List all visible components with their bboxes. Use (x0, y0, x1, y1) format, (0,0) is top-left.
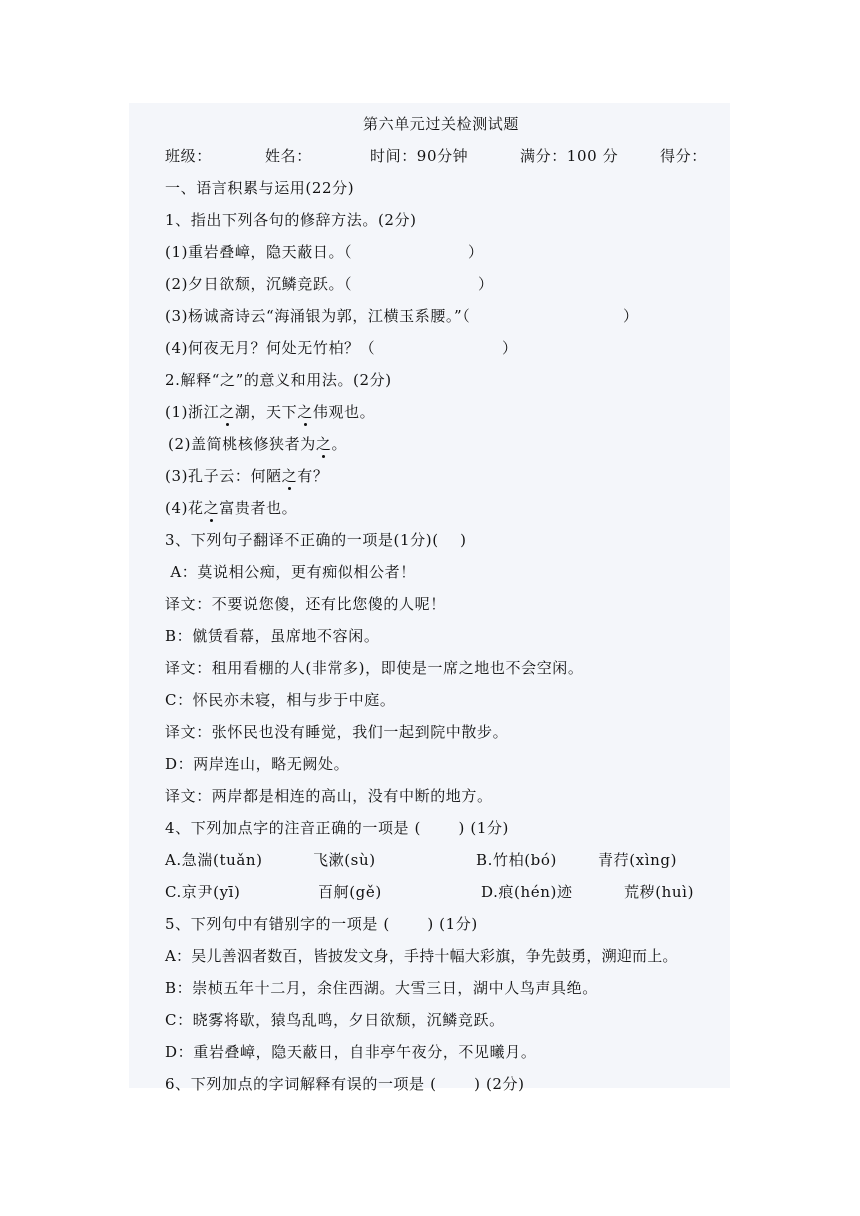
option-c: C：晓雾将歇，猿鸟乱鸣，夕日欲颓，沉鳞竞跃。 (165, 1011, 505, 1029)
dotted-char: 之 (297, 403, 313, 421)
option-a-1: A.急湍(tuǎn) (165, 851, 263, 869)
paren-close: ） (502, 339, 518, 357)
question-4-stem: 4、下列加点字的注音正确的一项是 ( ) (1分) (165, 819, 510, 837)
dotted-char: 之 (203, 499, 220, 517)
question-2-item-4: (4)花之富贵者也。 (165, 499, 298, 517)
option-c-2: 百舸(gě) (318, 883, 382, 901)
translation-a: 译文：不要说您傻，还有比您傻的人呢！ (165, 595, 446, 613)
dotted-char: 之 (315, 435, 332, 453)
translation-c: 译文：张怀民也没有睡觉，我们一起到院中散步。 (165, 723, 509, 741)
question-1-item-1: (1)重岩叠嶂，隐天蔽日。（ (165, 243, 353, 261)
paren-close: ） (623, 307, 639, 325)
option-d: D：重岩叠嶂，隐天蔽日，自非亭午夜分，不见曦月。 (165, 1043, 537, 1061)
option-c: C：怀民亦未寝，相与步于中庭。 (165, 691, 396, 709)
question-2-item-3: (3)孔子云：何陋之有？ (165, 467, 329, 485)
question-2-stem: 2.解释“之”的意义和用法。(2分) (165, 371, 392, 389)
translation-b: 译文：租用看棚的人(非常多)，即使是一席之地也不会空闲。 (165, 659, 584, 677)
time-label: 时间：90分钟 (370, 147, 469, 165)
option-a: A：吴儿善泅者数百，皆披发文身，手持十幅大彩旗，争先鼓勇，溯迎而上。 (165, 947, 678, 965)
question-1-stem: 1、指出下列各句的修辞方法。(2分) (165, 211, 417, 229)
option-b-2: 青荇(xìng) (598, 851, 678, 869)
page-title: 第六单元过关检测试题 (363, 115, 520, 133)
option-b-1: B.竹柏(bó) (476, 851, 557, 869)
dotted-char: 之 (281, 467, 298, 485)
question-3-stem: 3、下列句子翻译不正确的一项是(1分)( ) (165, 531, 467, 549)
name-label: 姓名： (265, 147, 312, 165)
full-score-label: 满分：100 分 (520, 147, 619, 165)
option-c-1: C.京尹(yī) (165, 883, 241, 901)
question-6-stem: 6、下列加点的字词解释有误的一项是 ( ) (2分) (165, 1075, 525, 1093)
score-label: 得分： (660, 147, 707, 165)
question-1-item-3: (3)杨诚斋诗云“海涌银为郭，江横玉系腰。”（ (165, 307, 471, 325)
class-label: 班级： (165, 147, 212, 165)
option-d: D：两岸连山，略无阙处。 (165, 755, 350, 773)
option-b: B：僦赁看幕，虽席地不容闲。 (165, 627, 380, 645)
question-2-item-2: (2)盖简桃核修狭者为之。 (168, 435, 348, 453)
option-d-1: D.痕(hén)迹 (481, 883, 573, 901)
paren-close: ） (478, 275, 494, 293)
question-2-item-1: (1)浙江之潮，天下之伟观也。 (165, 403, 376, 421)
question-1-item-2: (2)夕日欲颓，沉鳞竞跃。（ (165, 275, 353, 293)
option-b: B：崇桢五年十二月，余住西湖。大雪三日，湖中人鸟声具绝。 (165, 979, 598, 997)
option-d-2: 荒秽(huì) (624, 883, 695, 901)
section-heading: 一、语言积累与运用(22分) (165, 179, 355, 197)
option-a: A：莫说相公痴，更有痴似相公者！ (165, 563, 416, 581)
translation-d: 译文：两岸都是相连的高山，没有中断的地方。 (165, 787, 493, 805)
dotted-char: 之 (219, 403, 235, 421)
question-1-item-4: (4)何夜无月？何处无竹柏？（ (165, 339, 376, 357)
option-a-2: 飞漱(sù) (313, 851, 376, 869)
paren-close: ） (468, 243, 484, 261)
question-5-stem: 5、下列句中有错别字的一项是 ( ) (1分) (165, 915, 478, 933)
